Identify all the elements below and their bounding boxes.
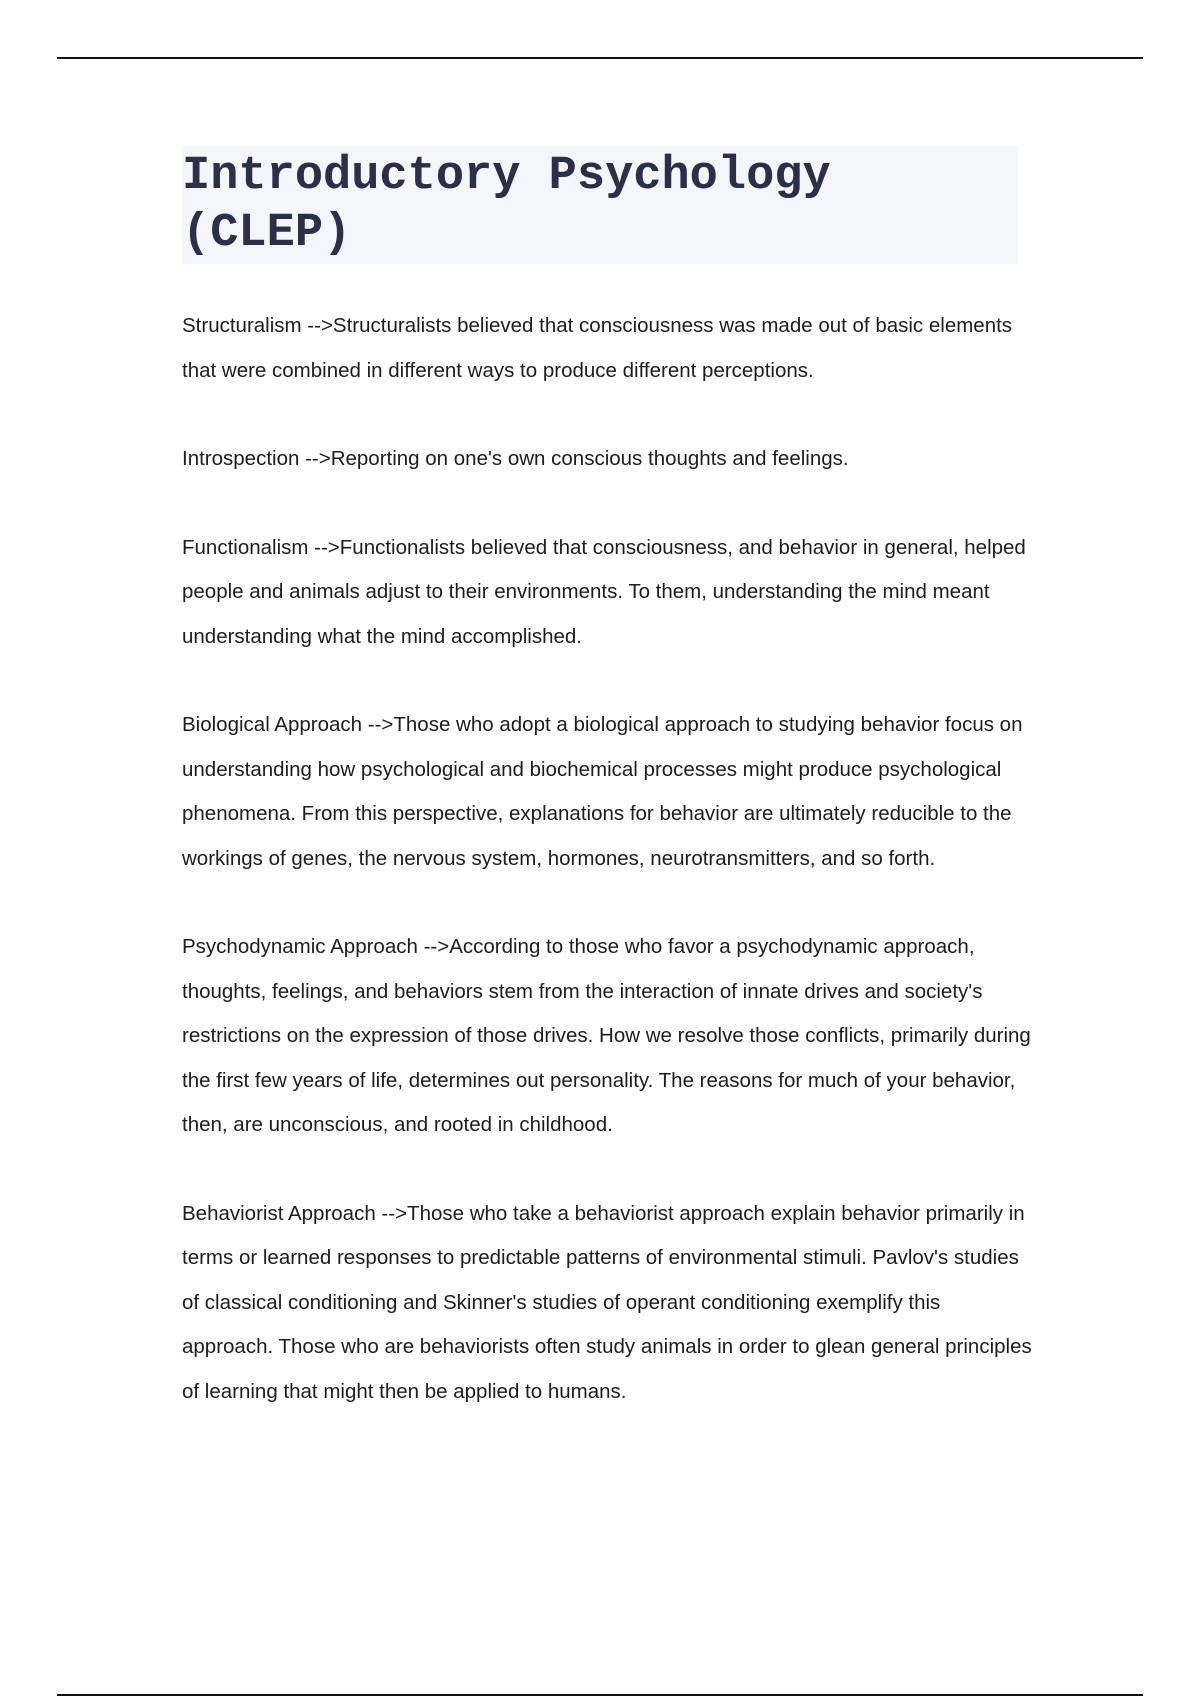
- title-line-2: (CLEP): [182, 207, 352, 260]
- entry-psychodynamic-approach: Psychodynamic Approach -->According to those who favor a psychodynamic approach, thoughts, feelings, and behaviors stem from the interaction of innate drives and society's restrictions on the expression of those drives. How we resolve those conflicts, primarily during the first few years of life, determines out personality. The reasons for much of your behavior, then, are unconscious, and rooted in childhood.: [182, 935, 1031, 1136]
- header-rule: [57, 57, 1143, 59]
- footer-rule: [57, 1694, 1143, 1696]
- page-title: [182, 146, 1018, 264]
- document-body: [182, 146, 1032, 1458]
- entry-functionalism: Functionalism -->Functionalists believed that consciousness, and behavior in general, helped people and animals adjust to their environments. To them, understanding the mind meant understanding what the mind accomplished.: [182, 535, 1026, 648]
- entry-structuralism: Structuralism -->Structuralists believed that consciousness was made out of basic elements that were combined in different ways to produce different perceptions.: [182, 314, 1013, 382]
- entry-introspection: Introspection -->Reporting on one's own conscious thoughts and feelings.: [182, 447, 849, 470]
- entry-biological-approach: Biological Approach -->Those who adopt a biological approach to studying behavior focus on understanding how psychological and biochemical processes might produce psychological phenomena. From this perspective, explanations for behavior are ultimately reducible to the workings of genes, the nervous system, hormones, neurotransmitters, and so forth.: [182, 713, 1023, 870]
- title-line-1: Introductory Psychology: [182, 150, 831, 203]
- entry-behaviorist-approach: Behaviorist Approach -->Those who take a behaviorist approach explain behavior primarily in terms or learned responses to predictable patterns of environmental stimuli. Pavlov's studies of classical conditioning and Skinner's studies of operant conditioning exemplify this approach. Those who are behaviorists often study animals in order to glean general principles of learning that might then be applied to humans.: [182, 1201, 1032, 1403]
- title-block: [182, 146, 1018, 264]
